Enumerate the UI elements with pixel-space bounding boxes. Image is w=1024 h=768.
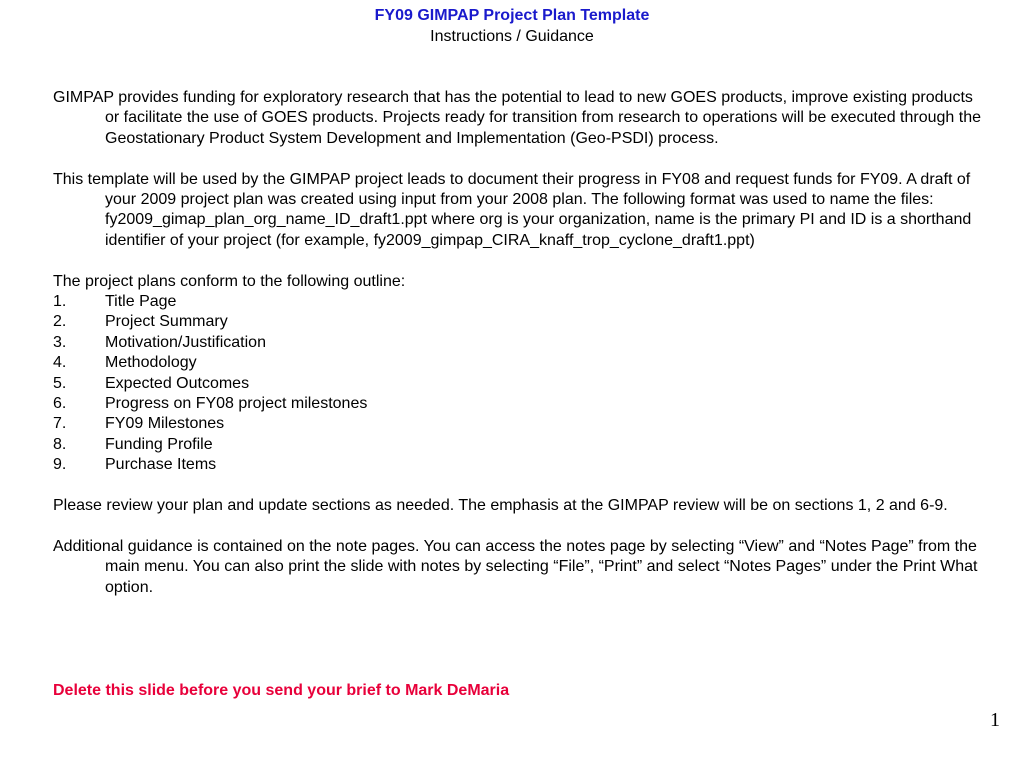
outline-intro: The project plans conform to the following outline: <box>53 272 406 290</box>
template-usage-paragraph: This template will be used by the GIMPAP project leads to document their progress in FY08 and request funds for FY09. A draft of your 2009 project plan was created using input from your 2008 plan. The following format was used to name the files: fy2009_gimap_plan_org_name_ID_draft1.ppt where org is your organization, name is the primary PI and ID is a shorthand identifier of your project (for example, fy2009_gimpap_CIRA_knaff_trop_cyclone_draft1.ppt) <box>53 170 972 249</box>
outline-item-label: Expected Outcomes <box>105 374 250 392</box>
spacer <box>53 476 983 496</box>
notes-guidance-paragraph: Additional guidance is contained on the note pages. You can access the notes page by selecting “View” and “Notes Page” from the main menu. You can also print the slide with notes by selecting “File”, “Print” and select “Notes Pages” under the Print What option. <box>53 537 978 596</box>
outline-item <box>53 435 983 455</box>
outline-item-label: Progress on FY08 project milestones <box>105 395 368 413</box>
outline-item <box>53 333 983 353</box>
page-number: 1 <box>990 709 1000 731</box>
outline-item-number: 4. <box>53 354 67 372</box>
slide-title: FY09 GIMPAP Project Plan Template <box>374 7 650 24</box>
outline-item-label: Project Summary <box>105 313 228 331</box>
outline-item <box>53 414 983 434</box>
outline-item-number: 2. <box>53 313 67 331</box>
outline-item <box>53 292 983 312</box>
intro-paragraph: GIMPAP provides funding for exploratory research that has the potential to lead to new GOES products, improve existing products or facilitate the use of GOES products. Projects ready for transition from research to operations will be executed through the Geostationary Product System Development and Implementation (Geo-PSDI) process. <box>53 89 981 147</box>
outline-item <box>53 374 983 394</box>
slide-body <box>53 88 983 598</box>
spacer <box>53 251 983 271</box>
outline-item-number: 3. <box>53 333 67 351</box>
outline-item-label: Methodology <box>105 354 197 372</box>
outline-list <box>53 292 983 476</box>
outline-item-number: 9. <box>53 456 67 474</box>
outline-item <box>53 394 983 414</box>
spacer <box>53 149 983 169</box>
outline-item-label: Title Page <box>105 293 177 311</box>
outline-item <box>53 312 983 332</box>
outline-item-label: FY09 Milestones <box>105 415 225 433</box>
outline-item-number: 7. <box>53 415 67 433</box>
review-paragraph: Please review your plan and update sections as needed. The emphasis at the GIMPAP review will be on sections 1, 2 and 6-9. <box>53 497 948 515</box>
outline-item-number: 6. <box>53 395 67 413</box>
outline-item-number: 1. <box>53 293 67 311</box>
outline-item-number: 5. <box>53 374 67 392</box>
outline-item-label: Motivation/Justification <box>105 333 266 351</box>
outline-item-number: 8. <box>53 435 67 453</box>
outline-item-label: Purchase Items <box>105 456 217 474</box>
slide-subtitle: Instructions / Guidance <box>430 28 594 45</box>
spacer <box>53 516 983 536</box>
outline-item-label: Funding Profile <box>105 435 213 453</box>
outline-item <box>53 455 983 475</box>
delete-slide-warning: Delete this slide before you send your brief to Mark DeMaria <box>53 682 510 699</box>
outline-item <box>53 353 983 373</box>
